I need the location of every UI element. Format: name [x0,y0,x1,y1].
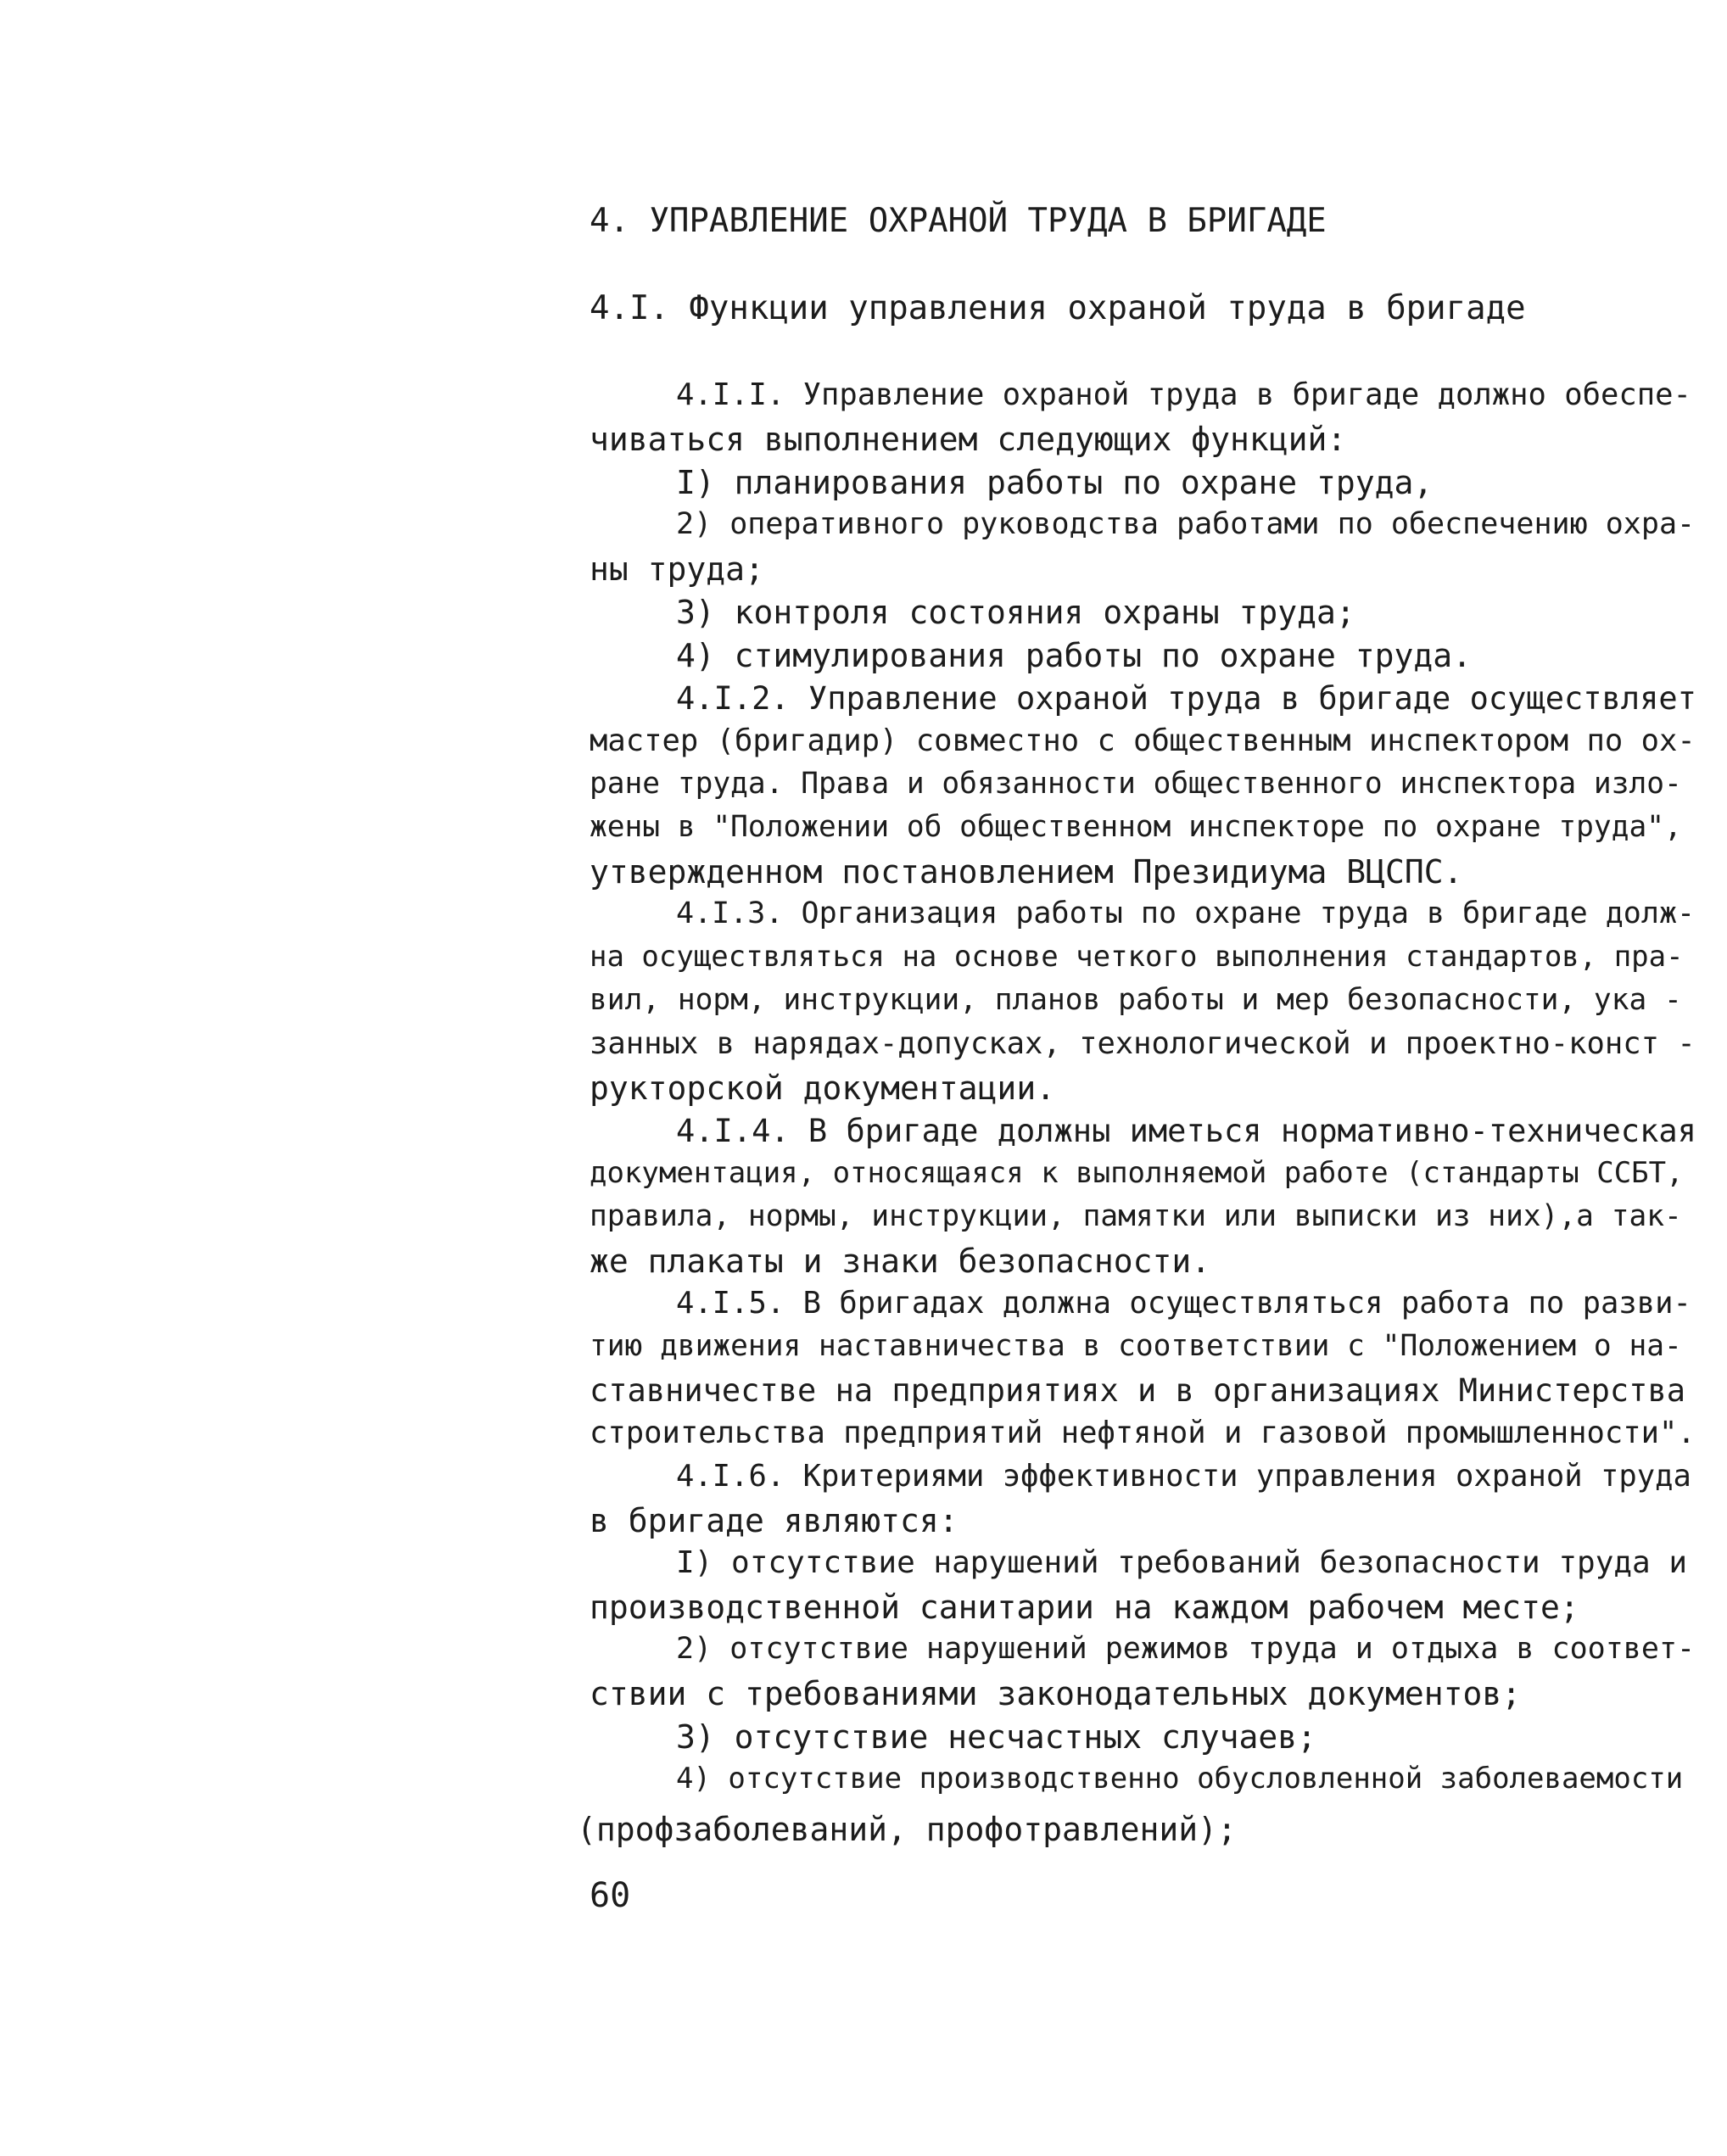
text-line: в бригаде являются: [590,1502,959,1539]
text-line: на осуществляться на основе четкого выполнения стандартов, пра- [590,940,1684,974]
page-number: 60 [590,1876,631,1915]
text-line: производственной санитарии на каждом рабочем месте; [590,1589,1579,1626]
text-line: 3) отсутствие несчастных случаев; [676,1718,1316,1756]
text-line: 4) стимулирования работы по охране труда. [676,637,1472,674]
text-line: I) отсутствие нарушений требований безопасности труда и [676,1545,1688,1580]
text-line: 4.I.5. В бригадах должна осуществляться работа по разви- [676,1286,1691,1321]
text-line: чиваться выполнением следующих функций: [590,421,1347,458]
text-line: правила, нормы, инструкции, памятки или выписки из них),а так- [590,1199,1682,1233]
text-line: ране труда. Права и обязанности общественного инспектора изло- [590,767,1682,801]
text-line: ставничестве на предприятиях и в организациях Министерства [590,1372,1686,1409]
text-line: 4.I.I. Управление охраной труда в бригаде должно обеспе- [676,377,1691,412]
text-line: утвержденном постановлением Президиума ВЦСПС. [590,853,1463,891]
text-line: тию движения наставничества в соответствии с "Положением о на- [590,1329,1682,1363]
text-line: жены в "Положении об общественном инспекторе по охране труда", [590,810,1682,844]
text-line: 4.I.3. Организация работы по охране труда в бригаде долж- [676,896,1696,930]
text-line: 4.I.4. В бригаде должны иметься нормативно-техническая [676,1113,1696,1149]
section-heading: 4. УПРАВЛЕНИЕ ОХРАНОЙ ТРУДА В БРИГАДЕ [590,202,1327,240]
text-line: 2) оперативного руководства работами по обеспечению охра- [676,507,1696,541]
text-line: 3) контроля состояния охраны труда; [676,594,1355,631]
text-line: 2) отсутствие нарушений режимов труда и отдыха в соответ- [676,1632,1696,1666]
text-line: (профзаболеваний, профотравлений); [577,1811,1237,1848]
text-line: мастер (бригадир) совместно с общественным инспектором по ох- [590,723,1696,758]
text-line: вил, норм, инструкции, планов работы и мер безопасности, ука - [590,983,1682,1017]
text-line: документация, относящаяся к выполняемой работе (стандарты ССБТ, [590,1156,1684,1190]
text-line: I) планирования работы по охране труда, [676,464,1434,501]
text-line: же плакаты и знаки безопасности. [590,1243,1211,1280]
subsection-heading: 4.I. Функции управления охраной труда в бригаде [590,289,1526,327]
text-line: ствии с требованиями законодательных документов; [590,1675,1522,1712]
text-line: занных в нарядах-допусках, технологической и проектно-конст - [590,1026,1696,1061]
text-line: 4.I.2. Управление охраной труда в бригаде осуществляет [676,680,1696,717]
text-line: рукторской документации. [590,1070,1056,1107]
text-line: строительства предприятий нефтяной и газовой промышленности". [590,1416,1696,1450]
text-line: 4) отсутствие производственно обусловленной заболеваемости [676,1762,1684,1796]
text-line: ны труда; [590,550,764,588]
text-line: 4.I.6. Критериями эффективности управления охраной труда [676,1459,1691,1494]
